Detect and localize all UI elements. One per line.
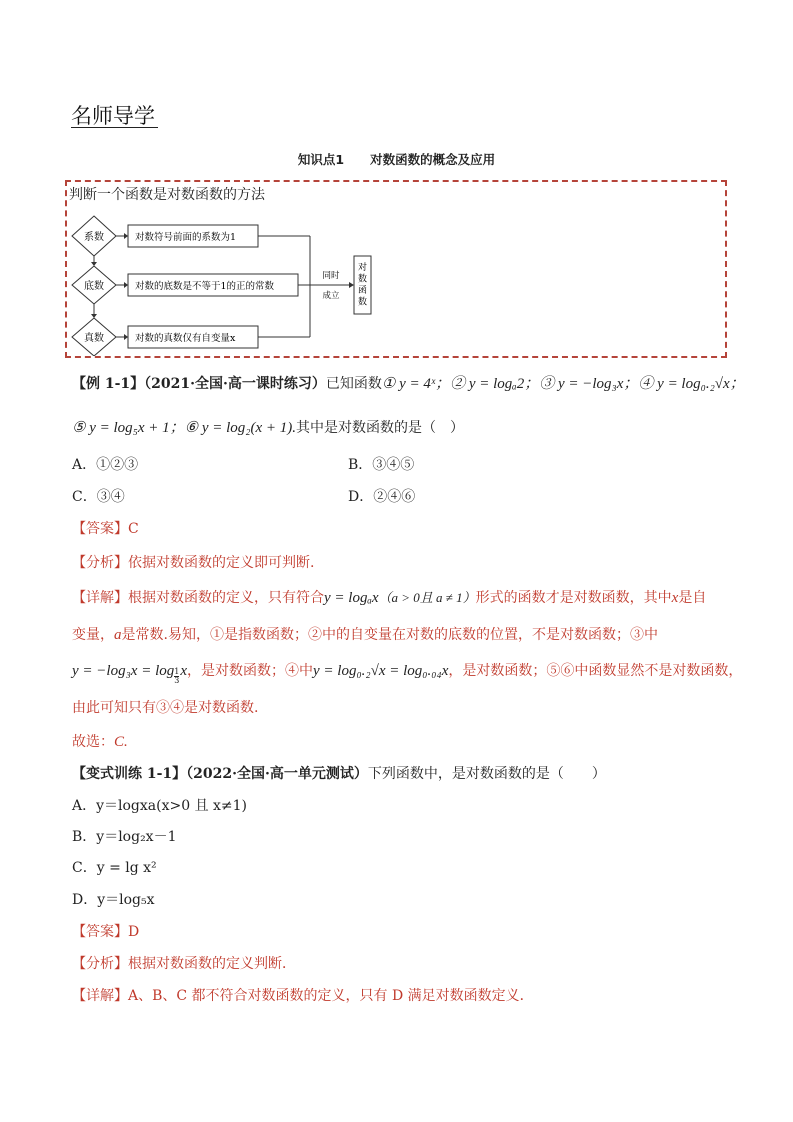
example-function-6: ⑥ y = log₂(x + 1). — [184, 420, 297, 436]
example-stem-prefix: 已知函数 — [325, 376, 382, 392]
fraction-denominator: 3 — [174, 676, 180, 685]
example-detail-text-2a: 变量， — [72, 627, 114, 643]
method-flowchart — [66, 206, 386, 356]
example-function-3: ③ y = −log₃x； — [539, 376, 639, 392]
variant-analysis — [72, 953, 296, 973]
example-option-a: A．①②③ — [72, 457, 139, 473]
variant-source: （2022·全国·高一单元测试） — [186, 766, 368, 782]
variant-answer-label: 【答案】 — [72, 924, 128, 940]
knowledge-point-number: 知识点1 — [297, 152, 345, 167]
diamond-label-base: 底数 — [84, 281, 104, 292]
example-function-2: ② y = logₐ2； — [450, 376, 540, 392]
variant-detail-text: A、B、C 都不符合对数函数的定义，只有 D 满足对数函数定义． — [128, 988, 534, 1004]
result-box-char: 函 — [357, 286, 368, 296]
example-detail-formula-4: y = log₀.₂√x = log₀.₀₄x — [313, 663, 449, 679]
diamond-label-argument: 真数 — [84, 333, 104, 344]
example-function-1: ① y = 4ˣ； — [381, 376, 451, 392]
example-detail-text-2b: 是常数.易知，①是指数函数；②中的自变量在对数的底数的位置，不是对数函数；③中 — [121, 627, 658, 643]
example-answer — [72, 518, 139, 538]
example-source: （2021·全国·高一课时练习） — [144, 376, 326, 392]
example-stem-line-2 — [72, 416, 464, 437]
example-answer-value: C — [128, 521, 139, 537]
example-analysis-text: 依据对数函数的定义即可判断. — [128, 555, 315, 571]
result-box-char: 对 — [357, 263, 368, 273]
variant-stem — [72, 763, 606, 783]
example-detail-condition: （a > 0且 a ≠ 1） — [378, 590, 476, 605]
example-detail-text-1a: 根据对数函数的定义，只有符合 — [128, 590, 324, 606]
example-function-5: ⑤ y = log₅x + 1； — [72, 420, 185, 436]
result-box-char: 数 — [357, 297, 368, 308]
example-detail-text-1c: 是自 — [678, 590, 707, 606]
example-detail-a: a — [114, 627, 122, 643]
knowledge-point-heading — [0, 150, 793, 168]
variant-stem-text: 下列函数中，是对数函数的是（ ） — [367, 766, 606, 782]
condition-text-coefficient: 对数符号前面的系数为1 — [135, 232, 237, 243]
example-choose — [72, 731, 128, 751]
example-detail-text-3a: ，是对数函数；④中 — [187, 663, 313, 679]
variant-option-c: C．y = lg x² — [72, 860, 157, 876]
example-tag: 【例 1-1】 — [72, 376, 145, 392]
example-detail-formula-3-x: x — [180, 663, 187, 679]
condition-text-argument: 对数的真数仅有自变量x — [135, 333, 236, 344]
variant-answer-value: D — [128, 924, 140, 940]
example-detail-label: 【详解】 — [72, 590, 128, 606]
section-title: 名师导学 — [71, 104, 155, 128]
example-detail-fraction — [174, 668, 179, 685]
example-choose-label: 故选： — [72, 734, 114, 750]
example-detail-text-3b: ，是对数函数；⑤⑥中函数显然不是对数函数， — [448, 663, 743, 679]
variant-tag: 【变式训练 1-1】 — [72, 766, 187, 782]
example-option-b: B．③④⑤ — [348, 457, 415, 473]
fraction-numerator: 1 — [174, 667, 180, 676]
example-detail-formula-1: y = logₐx — [324, 590, 379, 606]
example-stem-line-1 — [72, 372, 745, 393]
example-detail-text-1b: 形式的函数才是对数函数，其中 — [475, 590, 672, 606]
example-detail-line-2 — [72, 624, 658, 644]
section-title-underline — [71, 127, 158, 128]
example-option-d: D．②④⑥ — [348, 489, 416, 505]
merge-label-hold: 成立 — [322, 291, 340, 301]
example-answer-label: 【答案】 — [72, 521, 128, 537]
example-detail-line-1 — [72, 587, 706, 607]
variant-option-a: A．y＝logxa(x>0 且 x≠1) — [72, 798, 248, 814]
variant-detail-label: 【详解】 — [72, 988, 128, 1004]
variant-answer — [72, 921, 139, 941]
merge-label-simultaneous: 同时 — [322, 271, 340, 281]
result-box-char: 数 — [357, 274, 368, 285]
variant-analysis-text: 根据对数函数的定义判断． — [128, 956, 296, 972]
condition-text-base: 对数的底数是不等于1的正的常数 — [135, 281, 275, 292]
result-box-label — [358, 261, 367, 308]
knowledge-point-title: 对数函数的概念及应用 — [370, 152, 496, 167]
variant-analysis-label: 【分析】 — [72, 956, 128, 972]
variant-detail — [72, 985, 534, 1005]
method-box-title: 判断一个函数是对数函数的方法 — [69, 187, 265, 203]
example-detail-x: x — [671, 590, 679, 606]
example-detail-formula-3: y = −log₃x = log — [72, 663, 175, 679]
example-detail-line-3 — [72, 660, 742, 685]
example-analysis-label: 【分析】 — [72, 555, 128, 571]
example-choose-value: C. — [114, 734, 128, 750]
example-function-4: ④ y = log₀.₂√x； — [638, 376, 745, 392]
example-option-c: C．③④ — [72, 489, 125, 505]
example-question: 其中是对数函数的是（ ） — [296, 420, 465, 436]
example-detail-line-4: 由此可知只有③④是对数函数. — [72, 700, 259, 716]
example-analysis — [72, 552, 314, 572]
variant-option-b: B．y＝log₂x－1 — [72, 829, 177, 845]
diamond-label-coefficient: 系数 — [84, 232, 104, 243]
variant-option-d: D．y＝log₅x — [72, 892, 155, 908]
